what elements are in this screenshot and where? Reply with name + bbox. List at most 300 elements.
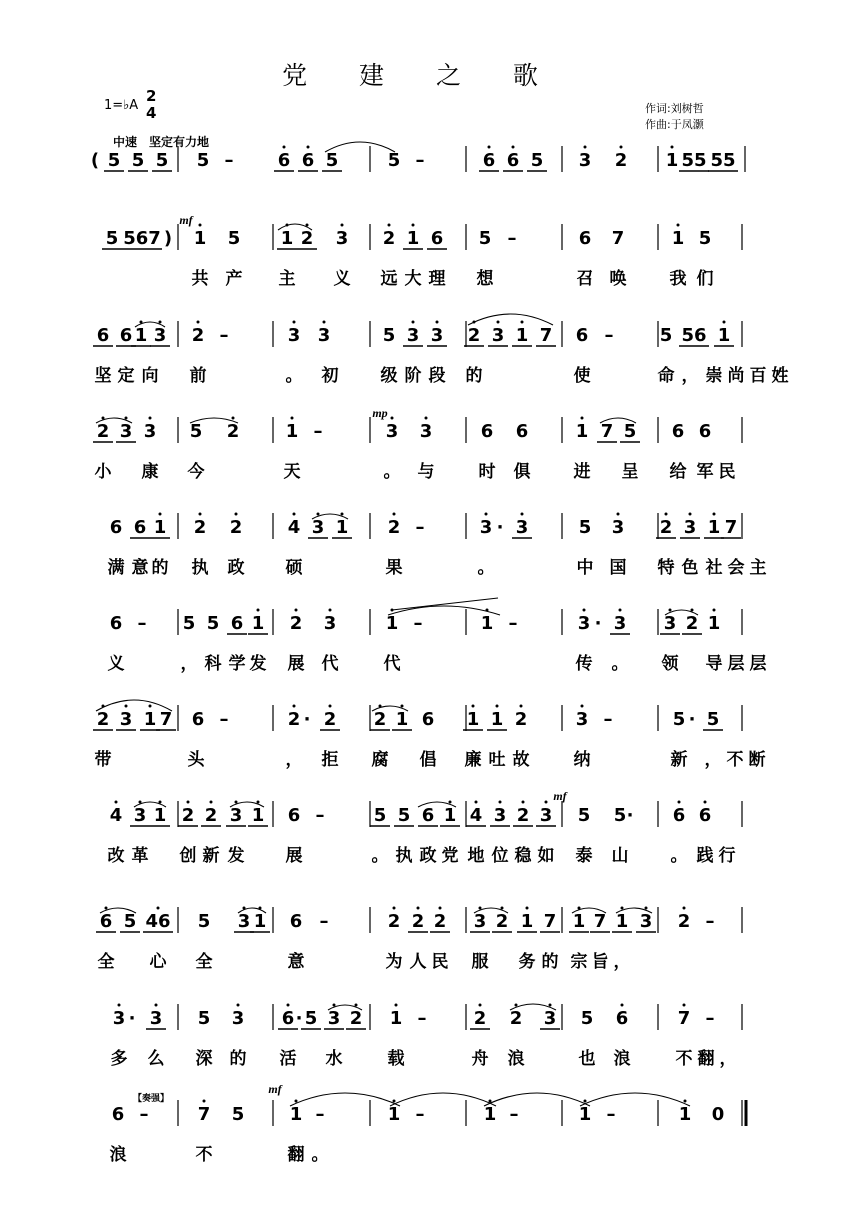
lyric-char: 给	[669, 462, 687, 482]
note: –	[315, 805, 325, 826]
lyric-char: 为	[385, 952, 403, 972]
lyric-char: 故	[512, 750, 530, 770]
note: 5	[155, 150, 169, 171]
lyric-char: 执	[395, 846, 413, 866]
note: 2	[373, 709, 387, 730]
octave-dot	[497, 321, 500, 324]
note: 3	[473, 911, 487, 932]
lyric-char: 的	[229, 1049, 247, 1069]
note: 5	[304, 1008, 318, 1029]
lyric-char: 今	[187, 462, 205, 482]
note: 2	[509, 1008, 523, 1029]
note: 4	[287, 517, 301, 538]
octave-dot	[317, 513, 320, 516]
note: 5	[131, 150, 145, 171]
octave-dot	[157, 907, 160, 910]
lyric-char: 。	[311, 1145, 329, 1165]
note: 7	[724, 517, 738, 538]
lyric-char: 社	[705, 558, 723, 578]
octave-dot	[257, 801, 260, 804]
note: 7	[593, 911, 607, 932]
lyric-char: 硕	[285, 558, 303, 578]
note: –	[219, 709, 229, 730]
lyric-char: 政	[419, 846, 437, 866]
note: 55	[710, 150, 736, 171]
lyric-char: 翻	[287, 1145, 305, 1165]
note: 2	[382, 228, 396, 249]
lyric-char: 。	[285, 366, 303, 386]
octave-dot	[257, 609, 260, 612]
note: 2	[659, 517, 673, 538]
note: ·	[688, 709, 696, 730]
lyric-char: 浪	[613, 1049, 631, 1069]
octave-dot	[472, 705, 475, 708]
octave-dot	[684, 1100, 687, 1103]
lyric-char: 使	[573, 366, 591, 386]
octave-dot	[291, 417, 294, 420]
note: 1	[575, 421, 589, 442]
note: –	[604, 325, 614, 346]
lyric-char: 天	[283, 462, 301, 482]
time-signature-top: 2	[146, 87, 157, 105]
lyric-char: 领	[661, 654, 679, 674]
octave-dot	[521, 321, 524, 324]
octave-dot	[237, 1004, 240, 1007]
lyric-char: 执	[191, 558, 209, 578]
note: 1	[285, 421, 299, 442]
lyric-char: 定	[117, 366, 135, 386]
octave-dot	[713, 609, 716, 612]
lyric-char: 中	[576, 558, 594, 578]
note: –	[313, 421, 323, 442]
note: 6	[109, 613, 123, 634]
lyric-char: 果	[385, 558, 403, 578]
note: –	[705, 1008, 715, 1029]
note: –	[415, 150, 425, 171]
note: 1	[678, 1104, 692, 1125]
note: 5	[197, 911, 211, 932]
lyric-char: 党	[441, 846, 459, 866]
note: 7	[677, 1008, 691, 1029]
note: –	[413, 613, 423, 634]
note: 7	[600, 421, 614, 442]
octave-dot	[187, 801, 190, 804]
octave-dot	[713, 513, 716, 516]
note: 1	[134, 325, 148, 346]
note: –	[509, 1104, 519, 1125]
note: 6	[480, 421, 494, 442]
note: 5	[373, 805, 387, 826]
note: 3	[613, 613, 627, 634]
note: 1	[385, 613, 399, 634]
lyric-char: 国	[609, 558, 627, 578]
lyric-char: 位	[491, 846, 509, 866]
lyric-char: 。	[670, 846, 688, 866]
octave-dot	[678, 801, 681, 804]
note: 2	[226, 421, 240, 442]
note: –	[417, 1008, 427, 1029]
octave-dot	[307, 146, 310, 149]
octave-dot	[581, 705, 584, 708]
lyric-char: 载	[387, 1049, 405, 1069]
lyric-char: 人	[409, 952, 427, 972]
lyric-char: 阶	[404, 366, 422, 386]
lyric-char: 。	[477, 558, 495, 578]
note: 2	[96, 709, 110, 730]
lyric-char: 浪	[109, 1145, 127, 1165]
lyric-char: 唤	[609, 269, 627, 289]
octave-dot	[355, 1004, 358, 1007]
note: 6	[698, 421, 712, 442]
note: 2	[685, 613, 699, 634]
note: ·	[295, 1008, 303, 1029]
octave-dot	[683, 907, 686, 910]
note: 3	[112, 1008, 126, 1029]
note: –	[606, 1104, 616, 1125]
lyric-char: 拒	[321, 750, 339, 770]
note: 5	[530, 150, 544, 171]
octave-dot	[149, 705, 152, 708]
lyric-char: 理	[428, 269, 446, 289]
note: 1	[665, 150, 679, 171]
note: 1	[406, 228, 420, 249]
lyric-char: 政	[227, 558, 245, 578]
lyric-char: 廉	[464, 750, 482, 770]
lyric-char: 呈	[621, 462, 639, 482]
lyric-char: ，	[704, 750, 722, 770]
octave-dot	[620, 146, 623, 149]
octave-dot	[329, 705, 332, 708]
note: 1	[253, 911, 267, 932]
octave-dot	[115, 801, 118, 804]
note: 6	[119, 325, 133, 346]
octave-dot	[584, 146, 587, 149]
note: 3	[683, 517, 697, 538]
octave-dot	[295, 609, 298, 612]
lyric-char: 俱	[513, 462, 531, 482]
note: 6	[430, 228, 444, 249]
note: 2	[514, 709, 528, 730]
lyric-char: 义	[107, 654, 125, 674]
note: 3	[430, 325, 444, 346]
octave-dot	[125, 705, 128, 708]
note: ·	[128, 1008, 136, 1029]
dynamic-marking: mf	[268, 1082, 282, 1096]
note: 1	[289, 1104, 303, 1125]
lyric-char: 层	[727, 654, 745, 674]
octave-dot	[677, 224, 680, 227]
note: 6	[99, 911, 113, 932]
note: 2	[387, 911, 401, 932]
note: 6	[287, 805, 301, 826]
octave-dot	[621, 907, 624, 910]
key-signature-text: 1=♭A	[104, 98, 139, 113]
note: 3	[311, 517, 325, 538]
lyric-char: 全	[195, 952, 213, 972]
lyric-char: 浪	[507, 1049, 525, 1069]
note: –	[224, 150, 234, 171]
octave-dot	[287, 1004, 290, 1007]
lyric-char: 特	[657, 558, 675, 578]
lyric-char: 想	[476, 269, 494, 289]
lyric-char: 代	[321, 654, 339, 674]
lyric-char: 全	[97, 952, 115, 972]
note: 5	[325, 150, 339, 171]
octave-dot	[521, 513, 524, 516]
lyric-char: 带	[94, 750, 112, 770]
octave-dot	[412, 224, 415, 227]
note: 1	[483, 1104, 497, 1125]
lyric-char: 腐	[371, 750, 389, 770]
lyric-char: 深	[195, 1049, 213, 1069]
note: 3	[406, 325, 420, 346]
note: 3	[119, 709, 133, 730]
octave-dot	[232, 417, 235, 420]
note: 1	[572, 911, 586, 932]
octave-dot	[323, 321, 326, 324]
note: 6	[96, 325, 110, 346]
note: –	[219, 325, 229, 346]
section-label: 【奏强】	[132, 1094, 170, 1104]
octave-dot	[499, 801, 502, 804]
lyric-char: 革	[131, 846, 149, 866]
lyric-char: 产	[225, 269, 243, 289]
note: 5	[107, 150, 121, 171]
lyric-char: 不	[675, 1049, 693, 1069]
lyric-char: 层	[749, 654, 767, 674]
note: 1	[153, 805, 167, 826]
lyric-char: 的	[151, 558, 169, 578]
octave-dot	[159, 321, 162, 324]
octave-dot	[155, 1004, 158, 1007]
octave-dot	[125, 417, 128, 420]
note: 7	[159, 709, 173, 730]
lyricist: 作词:刘树哲	[645, 102, 704, 115]
octave-dot	[689, 513, 692, 516]
octave-dot	[583, 609, 586, 612]
note: –	[705, 911, 715, 932]
note: 1	[335, 517, 349, 538]
note: 6	[615, 1008, 629, 1029]
octave-dot	[669, 609, 672, 612]
note: 6	[133, 517, 147, 538]
note: 3	[153, 325, 167, 346]
octave-dot	[488, 146, 491, 149]
octave-dot	[393, 513, 396, 516]
octave-dot	[341, 224, 344, 227]
lyric-char: 旨	[591, 952, 609, 972]
dynamic-marking: mf	[553, 789, 567, 803]
lyric-char: 心	[149, 952, 167, 972]
lyric-char: ，	[719, 1049, 737, 1069]
note: 5	[578, 517, 592, 538]
note: 1	[615, 911, 629, 932]
note: 5	[623, 421, 637, 442]
lyric-char: 意	[131, 558, 149, 578]
octave-dot	[475, 801, 478, 804]
slur-arc	[290, 1093, 400, 1106]
note: 3	[323, 613, 337, 634]
octave-dot	[522, 801, 525, 804]
note: 6	[421, 805, 435, 826]
slur-arc	[468, 314, 553, 325]
lyric-char: 泰	[575, 846, 593, 866]
lyric-char: 主	[749, 558, 767, 578]
note: 5	[231, 1104, 245, 1125]
lyric-char: 创	[179, 846, 197, 866]
note: 5	[478, 228, 492, 249]
lyric-char: 新	[670, 750, 688, 770]
note: 2	[229, 517, 243, 538]
lyric-char: 姓	[771, 366, 789, 386]
note: –	[415, 1104, 425, 1125]
note: 2	[289, 613, 303, 634]
octave-dot	[496, 705, 499, 708]
note: )	[163, 228, 173, 249]
lyric-char: 展	[285, 846, 303, 866]
octave-dot	[235, 801, 238, 804]
octave-dot	[393, 1100, 396, 1103]
lyric-char: 军	[696, 462, 714, 482]
note: 1	[671, 228, 685, 249]
note: –	[415, 517, 425, 538]
slur-arc	[484, 1093, 590, 1106]
note: 3	[237, 911, 251, 932]
lyric-char: 远	[380, 269, 398, 289]
note: 6	[191, 709, 205, 730]
note: 3	[143, 421, 157, 442]
octave-dot	[581, 417, 584, 420]
lyric-char: 段	[428, 366, 446, 386]
note: 5	[397, 805, 411, 826]
note: 2	[181, 805, 195, 826]
lyric-char: 如	[537, 846, 555, 866]
note: 2	[349, 1008, 363, 1029]
note: –	[137, 613, 147, 634]
note: 2	[467, 325, 481, 346]
octave-dot	[526, 907, 529, 910]
octave-dot	[584, 1100, 587, 1103]
lyric-char: 。	[371, 846, 389, 866]
note: 6	[277, 150, 291, 171]
octave-dot	[425, 417, 428, 420]
lyric-char: 纳	[573, 750, 591, 770]
note: 2	[300, 228, 314, 249]
note: 5	[613, 805, 627, 826]
lyric-char: 意	[287, 952, 305, 972]
lyric-char: 水	[325, 1049, 343, 1069]
octave-dot	[449, 801, 452, 804]
octave-dot	[512, 146, 515, 149]
lyric-char: 不	[726, 750, 744, 770]
note: 3	[515, 517, 529, 538]
lyric-char: 务	[518, 952, 536, 972]
note: 1	[520, 911, 534, 932]
note: 5	[577, 805, 591, 826]
octave-dot	[395, 1004, 398, 1007]
note: 3	[385, 421, 399, 442]
lyric-char: 发	[249, 654, 267, 674]
lyric-char: 康	[141, 462, 159, 482]
lyric-char: 展	[287, 654, 305, 674]
note: 3	[119, 421, 133, 442]
octave-dot	[485, 513, 488, 516]
note: 3	[575, 709, 589, 730]
lyric-char: 们	[696, 269, 714, 289]
octave-dot	[665, 513, 668, 516]
note: 1	[490, 709, 504, 730]
note: 6	[578, 228, 592, 249]
octave-dot	[329, 609, 332, 612]
lyric-char: 发	[227, 846, 245, 866]
octave-dot	[293, 321, 296, 324]
note: 0	[711, 1104, 725, 1125]
crescendo-line	[392, 598, 498, 610]
note: 3	[327, 1008, 341, 1029]
note: 5	[105, 228, 119, 249]
note: 5	[706, 709, 720, 730]
note: 1	[153, 517, 167, 538]
note: 3	[479, 517, 493, 538]
note: 1	[578, 1104, 592, 1125]
note: 1	[387, 1104, 401, 1125]
note: 3	[335, 228, 349, 249]
octave-dot	[118, 1004, 121, 1007]
note: 1	[480, 613, 494, 634]
note: 3	[611, 517, 625, 538]
lyric-char: 改	[107, 846, 125, 866]
lyric-char: 共	[191, 269, 209, 289]
note: 3	[317, 325, 331, 346]
octave-dot	[545, 801, 548, 804]
lyric-char: 百	[749, 366, 767, 386]
lyric-char: 坚	[94, 366, 112, 386]
octave-dot	[489, 1100, 492, 1103]
note: 5	[206, 613, 220, 634]
note: 5	[227, 228, 241, 249]
lyric-char: 服	[471, 952, 489, 972]
octave-dot	[333, 1004, 336, 1007]
note: 6	[421, 709, 435, 730]
note: 1	[193, 228, 207, 249]
octave-dot	[293, 705, 296, 708]
note: 6	[281, 1008, 295, 1029]
lyric-char: 学	[228, 654, 246, 674]
octave-dot	[645, 907, 648, 910]
lyric-char: 地	[467, 846, 485, 866]
octave-dot	[515, 1004, 518, 1007]
lyric-char: 新	[202, 846, 220, 866]
note: 6	[230, 613, 244, 634]
octave-dot	[723, 321, 726, 324]
lyric-char: 义	[333, 269, 351, 289]
octave-dot	[295, 1100, 298, 1103]
note: 3	[149, 1008, 163, 1029]
lyric-char: 也	[578, 1049, 596, 1069]
note: 3	[229, 805, 243, 826]
lyric-char: 。	[611, 654, 629, 674]
octave-dot	[619, 609, 622, 612]
octave-dot	[417, 907, 420, 910]
lyric-char: ，	[180, 654, 198, 674]
lyric-char: 践	[696, 846, 714, 866]
note: 6	[111, 1104, 125, 1125]
octave-dot	[436, 321, 439, 324]
octave-dot	[210, 801, 213, 804]
note: 1	[707, 613, 721, 634]
lyric-char: 级	[380, 366, 398, 386]
lyric-char: 稳	[514, 846, 532, 866]
